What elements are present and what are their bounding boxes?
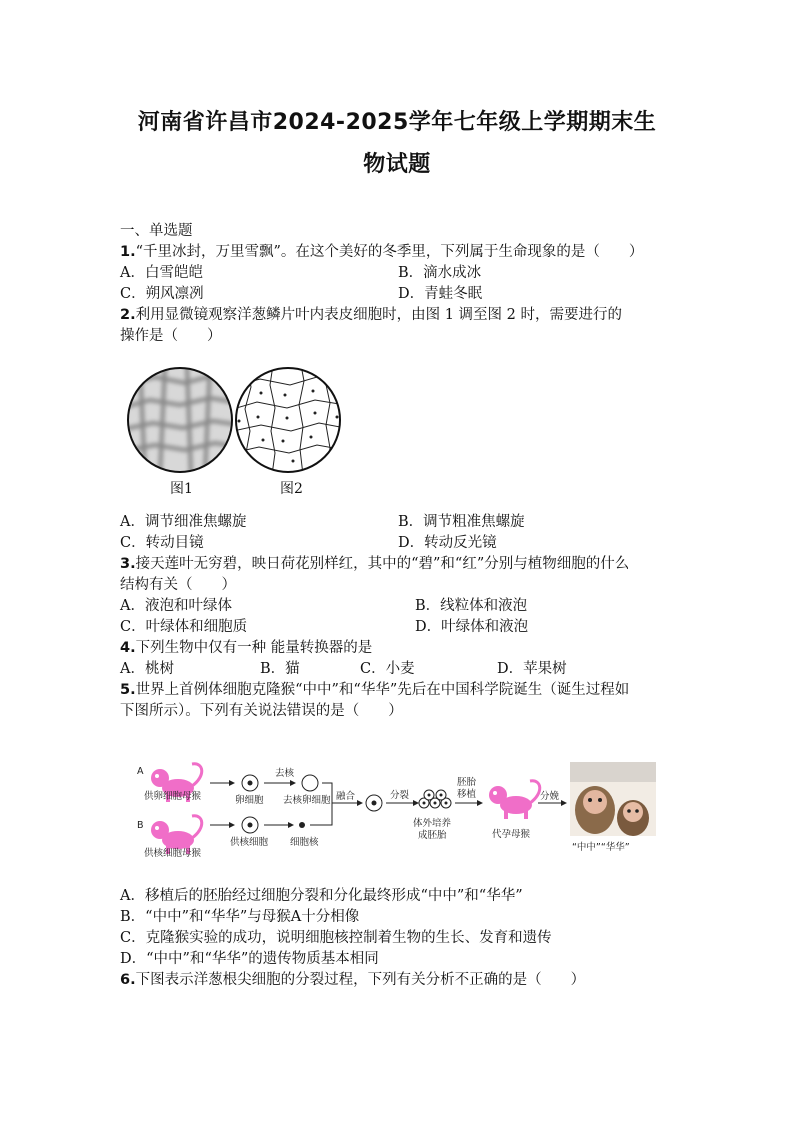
donor-cell-label: 供核细胞: [230, 837, 269, 848]
figure-1-caption: 图1: [170, 481, 193, 497]
question-text: 下列生物中仅有一种 能量转换器的是: [135, 640, 373, 656]
culture-label-2: 成胚胎: [418, 830, 447, 841]
question-5: [120, 680, 629, 700]
option-c: C．克隆猴实验的成功，说明细胞核控制着生物的生长、发育和遗传: [120, 930, 552, 946]
question-1: [120, 242, 643, 262]
birth-label: 分娩: [540, 791, 560, 802]
culture-label-1: 体外培养: [413, 818, 452, 829]
option-d: D．转动反光镜: [398, 535, 497, 551]
divide-label: 分裂: [390, 790, 410, 801]
option-b: B．调节粗准焦螺旋: [398, 514, 525, 530]
question-6: [120, 970, 585, 990]
option-a: A．移植后的胚胎经过细胞分裂和分化最终形成“中中”和“华华”: [120, 888, 523, 904]
enucleated-egg-label: 去核卵细胞: [283, 795, 331, 806]
option-a: A．白雪皑皑: [120, 265, 203, 281]
question-number: 3.: [120, 556, 136, 572]
nucleus-label: 细胞核: [290, 837, 319, 848]
question-text: 世界上首例体细胞克隆猴“中中”和“华华”先后在中国科学院诞生（诞生过程如: [135, 682, 630, 698]
clone-names-label: “中中”“华华”: [572, 842, 630, 853]
label-a: A: [137, 766, 144, 777]
question-3-cont: 结构有关（ ）: [120, 577, 236, 593]
section-heading: 一、单选题: [120, 223, 193, 239]
option-c: C．叶绿体和细胞质: [120, 619, 248, 635]
monkey-a-label: 供卵细胞母猴: [144, 791, 202, 802]
figure-2-caption: 图2: [280, 481, 303, 497]
monkey-b-label: 供核细胞母猴: [144, 848, 202, 858]
embryo-icon: [419, 790, 451, 808]
transfer-label-2: 移植: [457, 789, 477, 800]
question-text: 接天莲叶无穷碧，映日荷花别样红，其中的“碧”和“红”分别与植物细胞的什么: [135, 556, 630, 572]
page-title-line-1: 河南省许昌市2024-2025学年七年级上学期期末生: [137, 110, 657, 135]
enucleated-egg-icon: [302, 775, 318, 791]
microscope-figures: [125, 365, 355, 475]
option-b: B．滴水成冰: [398, 265, 482, 281]
blurry-cells-figure: [125, 365, 240, 475]
question-text: 利用显微镜观察洋葱鳞片叶内表皮细胞时，由图 1 调至图 2 时，需要进行的: [135, 307, 622, 323]
option-a: A．液泡和叶绿体: [120, 598, 232, 614]
clear-cells-figure: [233, 365, 345, 475]
question-number: 4.: [120, 640, 136, 656]
option-b: B．猫: [260, 661, 300, 677]
nucleus-icon: [299, 822, 305, 828]
surrogate-label: 代孕母猴: [492, 829, 531, 840]
question-number: 1.: [120, 244, 136, 260]
question-number: 5.: [120, 682, 136, 698]
question-text: 下图表示洋葱根尖细胞的分裂过程，下列有关分析不正确的是（ ）: [135, 972, 586, 988]
question-5-cont: 下图所示）。下列有关说法错误的是（ ）: [120, 703, 403, 719]
question-3: [120, 554, 629, 574]
label-b: B: [137, 820, 144, 831]
transfer-label-1: 胚胎: [457, 777, 477, 788]
option-d: D．青蛙冬眠: [398, 286, 483, 302]
option-d: D．苹果树: [497, 661, 567, 677]
fuse-label: 融合: [336, 791, 356, 802]
donor-cell-icon: [242, 817, 258, 833]
question-2-cont: 操作是（ ）: [120, 328, 222, 344]
option-c: C．小麦: [360, 661, 415, 677]
question-2: [120, 305, 622, 325]
option-b: B．“中中”和“华华”与母猴A十分相像: [120, 909, 360, 925]
cloning-process-diagram: [130, 758, 660, 858]
fused-cell-icon: [366, 795, 382, 811]
surrogate-monkey-icon: [489, 781, 540, 819]
option-c: C．朔风凛冽: [120, 286, 204, 302]
option-b: B．线粒体和液泡: [415, 598, 528, 614]
enucleate-label: 去核: [275, 768, 295, 779]
question-text: “千里冰封，万里雪飘”。在这个美好的冬季里，下列属于生命现象的是（ ）: [135, 244, 644, 260]
option-a: A．桃树: [120, 661, 174, 677]
option-a: A．调节细准焦螺旋: [120, 514, 247, 530]
option-d: D．“中中”和“华华”的遗传物质基本相同: [120, 951, 379, 967]
question-number: 2.: [120, 307, 136, 323]
question-number: 6.: [120, 972, 136, 988]
page-title-line-2: 物试题: [363, 152, 431, 177]
question-4: [120, 638, 372, 658]
option-c: C．转动目镜: [120, 535, 204, 551]
cloned-monkeys-photo: [570, 762, 656, 836]
egg-cell-icon: [242, 775, 258, 791]
option-d: D．叶绿体和液泡: [415, 619, 529, 635]
egg-label: 卵细胞: [235, 795, 264, 806]
